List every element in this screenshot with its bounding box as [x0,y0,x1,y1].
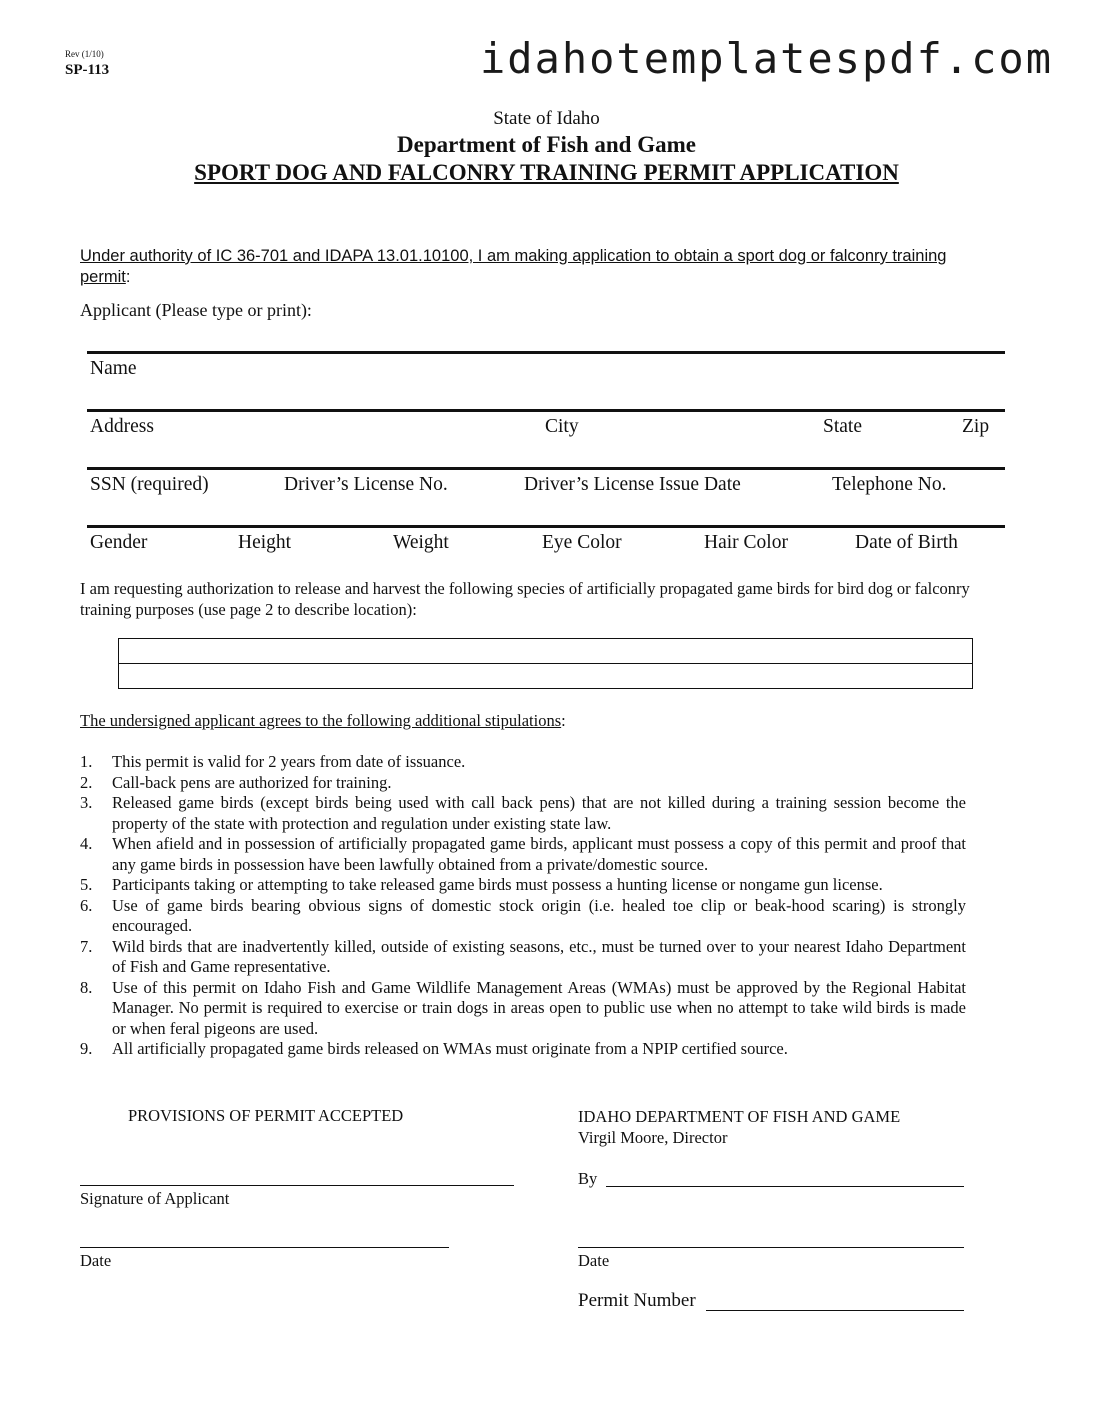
field-divider [87,467,1005,470]
stipulation-text: Participants taking or attempting to take released game birds must possess a hunting license or nongame gun license. [112,875,883,894]
state-heading: State of Idaho [493,108,600,129]
provisions-heading: PROVISIONS OF PERMIT ACCEPTED [128,1106,404,1125]
watermark: idahotemplatespdf.com [480,34,1054,83]
stipulation-text: All artificially propagated game birds released on WMAs must originate from a NPIP certified source. [112,1039,788,1058]
department-heading: Department of Fish and Game [397,132,696,157]
authority-statement [80,246,980,288]
stipulations-heading [80,711,566,731]
authority-suffix: : [125,268,131,286]
applicant-date-line[interactable] [80,1247,449,1248]
address-field[interactable]: Address [90,416,154,437]
stipulation-number: 1. [80,752,93,771]
date-of-birth-field[interactable]: Date of Birth [855,532,958,553]
telephone-field[interactable]: Telephone No. [832,474,947,495]
stipulation-item [80,896,966,937]
stipulation-item [80,978,966,1040]
form-code: SP-113 [65,62,110,78]
by-signature-line[interactable] [606,1186,964,1187]
stipulation-item [80,937,966,978]
director-name: Virgil Moore, Director [578,1128,728,1147]
field-divider [87,525,1005,528]
species-input-row[interactable] [119,639,972,664]
field-divider [87,351,1005,354]
permit-number-label: Permit Number [578,1290,696,1311]
stipulations-heading-text: The undersigned applicant agrees to the following additional stipulations [80,711,562,730]
stipulation-text: Wild birds that are inadvertently killed, outside of existing seasons, etc., must be turned over to your nearest Idaho Department of Fish and Game representative. [112,936,966,976]
eye-color-field[interactable]: Eye Color [542,532,622,553]
stipulation-item [80,834,966,875]
weight-field[interactable]: Weight [393,532,449,553]
stipulation-number: 3. [80,793,93,812]
zip-field[interactable]: Zip [962,416,990,437]
stipulation-number: 5. [80,875,93,894]
form-title: SPORT DOG AND FALCONRY TRAINING PERMIT APPLICATION [194,160,899,185]
applicant-signature-line[interactable] [80,1185,514,1186]
stipulation-text: This permit is valid for 2 years from date of issuance. [112,752,466,771]
stipulation-item [80,752,966,773]
stipulation-text: Use of this permit on Idaho Fish and Game Wildlife Management Areas (WMAs) must be approved by the Regional Habitat Manager. No permit is required to exercise or train dogs in areas open to public use when no attempt to take wild birds is made or when feral pigeons are used. [112,977,966,1038]
agency-date-line[interactable] [578,1247,964,1248]
stipulation-number: 9. [80,1039,93,1058]
stipulation-item [80,773,966,794]
stipulation-text: Use of game birds bearing obvious signs of domestic stock origin (i.e. healed toe clip or beak-hood scaring) is strongly encouraged. [112,895,966,935]
stipulation-text: Call-back pens are authorized for training. [112,772,392,792]
species-input-row[interactable] [119,664,972,689]
name-field[interactable]: Name [90,358,137,379]
stipulation-number: 7. [80,936,93,956]
stipulation-item [80,1039,966,1060]
stipulation-number: 4. [80,834,93,853]
authority-text: Under authority of IC 36-701 and IDAPA 13.01.10100, I am making application to obtain a sport dog or falconry training permit [80,247,947,286]
by-label: By [578,1169,598,1188]
stipulation-number: 8. [80,977,93,997]
stipulation-text: Released game birds (except birds being used with call back pens) that are not killed during a training session become the property of the state with protection and regulation under existing state law. [112,793,966,833]
state-field[interactable]: State [823,416,862,437]
revision-label: Rev (1/10) [65,49,104,59]
stipulation-number: 2. [80,772,93,792]
field-divider [87,409,1005,412]
signature-applicant-label: Signature of Applicant [80,1189,230,1208]
ssn-field[interactable]: SSN (required) [90,474,209,495]
city-field[interactable]: City [545,416,579,437]
species-request-text: I am requesting authorization to release and harvest the following species of artificially propagated game birds for bird dog or falconry training purposes (use page 2 to describe location): [80,579,970,619]
stipulation-item [80,875,966,896]
hair-color-field[interactable]: Hair Color [704,532,788,553]
species-table [118,638,973,689]
dl-issue-date-field[interactable]: Driver’s License Issue Date [524,474,741,495]
applicant-date-label: Date [80,1251,112,1270]
stipulations-heading-suffix: : [561,711,566,730]
stipulations-list [80,752,966,1060]
applicant-label: Applicant (Please type or print): [80,300,312,320]
drivers-license-field[interactable]: Driver’s License No. [284,474,448,495]
stipulation-item [80,793,966,834]
agency-date-label: Date [578,1251,610,1270]
stipulation-text: When afield and in possession of artificially propagated game birds, applicant must possess a copy of this permit and proof that any game birds in possession have been lawfully obtained from a private/domestic source. [112,834,966,874]
height-field[interactable]: Height [238,532,292,553]
permit-number-line[interactable] [706,1310,964,1311]
gender-field[interactable]: Gender [90,532,148,553]
agency-block [578,1106,900,1148]
stipulation-number: 6. [80,895,93,915]
agency-name: IDAHO DEPARTMENT OF FISH AND GAME [578,1107,901,1126]
